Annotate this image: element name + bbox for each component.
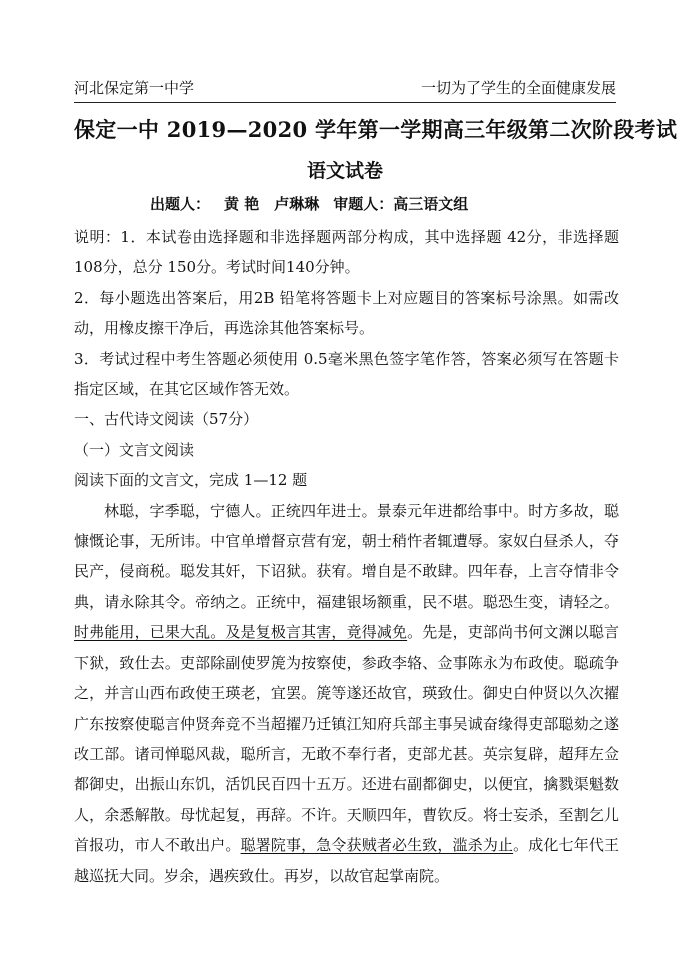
- reviewer-name: 高三语文组: [393, 195, 469, 213]
- author-line: [150, 193, 482, 214]
- section-heading: 一、古代诗文阅读（57分）: [74, 410, 259, 429]
- passage-part-2: 。先是，吏部尚书何文渊以聪言下狱，致仕去。吏部除副使罗箎为按察使，参政李辂、佥事陈永为布政使。聪疏争之，并言山西布政使王瑛老，宜罢。箎等遂还故官，瑛致仕。御史白仲贤以久次擢广东按察使聪言仲贤奔竞不当超擢乃迁镇江知府兵部主事吴诚奋缘得吏部聪劾之遂改工部。诸司惮聪风裁，聪所言，无敢不奉行者，吏部尤甚。英宗复辟，超拜左佥都御史，出振山东饥，活饥民百四十五万。还进右副都御史，以便宜，擒戮渠魁数人，余悉解散。母忧起复，再辞。不许。天顺四年，曹钦反。将士妄杀，至割乞儿首报功，市人不敢出户。: [74, 623, 619, 855]
- page-header: [74, 70, 616, 103]
- setter-label: 出题人：: [150, 195, 211, 213]
- instruction-2: 2．每小题选出答案后，用2B 铅笔将答题卡上对应题目的答案标号涂黑。如需改动，用橡皮擦干净后，再选涂其他答案标号。: [74, 288, 619, 338]
- reviewer-label: 审题人：: [333, 195, 394, 213]
- question-prompt: 阅读下面的文言文，完成 1—12 题: [74, 471, 308, 490]
- underlined-sentence-2: 聪署院事，急令获贼者必生致，滥杀为止: [240, 836, 514, 855]
- setter-names: 黄 艳 卢琳琳: [224, 195, 320, 213]
- classical-passage: [74, 496, 619, 891]
- passage-part-1: 林聪，字季聪，宁德人。正统四年进士。景泰元年进都给事中。时方多故，聪慷慨论事，无所讳。中官单增督京营有宠，朝士稍忤者辄遭辱。家奴白昼杀人，夺民产，侵商税。聪发其奸，下诏狱。获宥。增自是不敢肆。四年春，上言夺情非令典，请永除其令。帝纳之。正统中，福建银场额重，民不堪。聪恐生变，请轻之。: [74, 501, 619, 611]
- header-motto: 一切为了学生的全面健康发展: [420, 79, 616, 97]
- underlined-sentence-1: 时弗能用，已果大乱。及是复极言其害，竟得减免: [74, 623, 408, 642]
- exam-title: 保定一中 2019—2020 学年第一学期高三年级第二次阶段考试: [74, 117, 678, 142]
- document-body: [74, 222, 619, 891]
- passage-part-3: 。成化七年代王越巡抚大同。岁余，遇疾致仕。再岁，以故官起掌南院。: [74, 836, 619, 885]
- instruction-1: 说明：1．本试卷由选择题和非选择题两部分构成，其中选择题 42分，非选择题 108分，总分 150分。考试时间140分钟。: [74, 228, 619, 277]
- subsection-heading: （一）文言文阅读: [74, 440, 195, 459]
- header-school: 河北保定第一中学: [74, 79, 195, 97]
- instruction-3: 3．考试过程中考生答题必须使用 0.5毫米黑色签字笔作答，答案必须写在答题卡指定区域，在其它区域作答无效。: [74, 349, 619, 399]
- exam-subtitle: 语文试卷: [306, 160, 383, 182]
